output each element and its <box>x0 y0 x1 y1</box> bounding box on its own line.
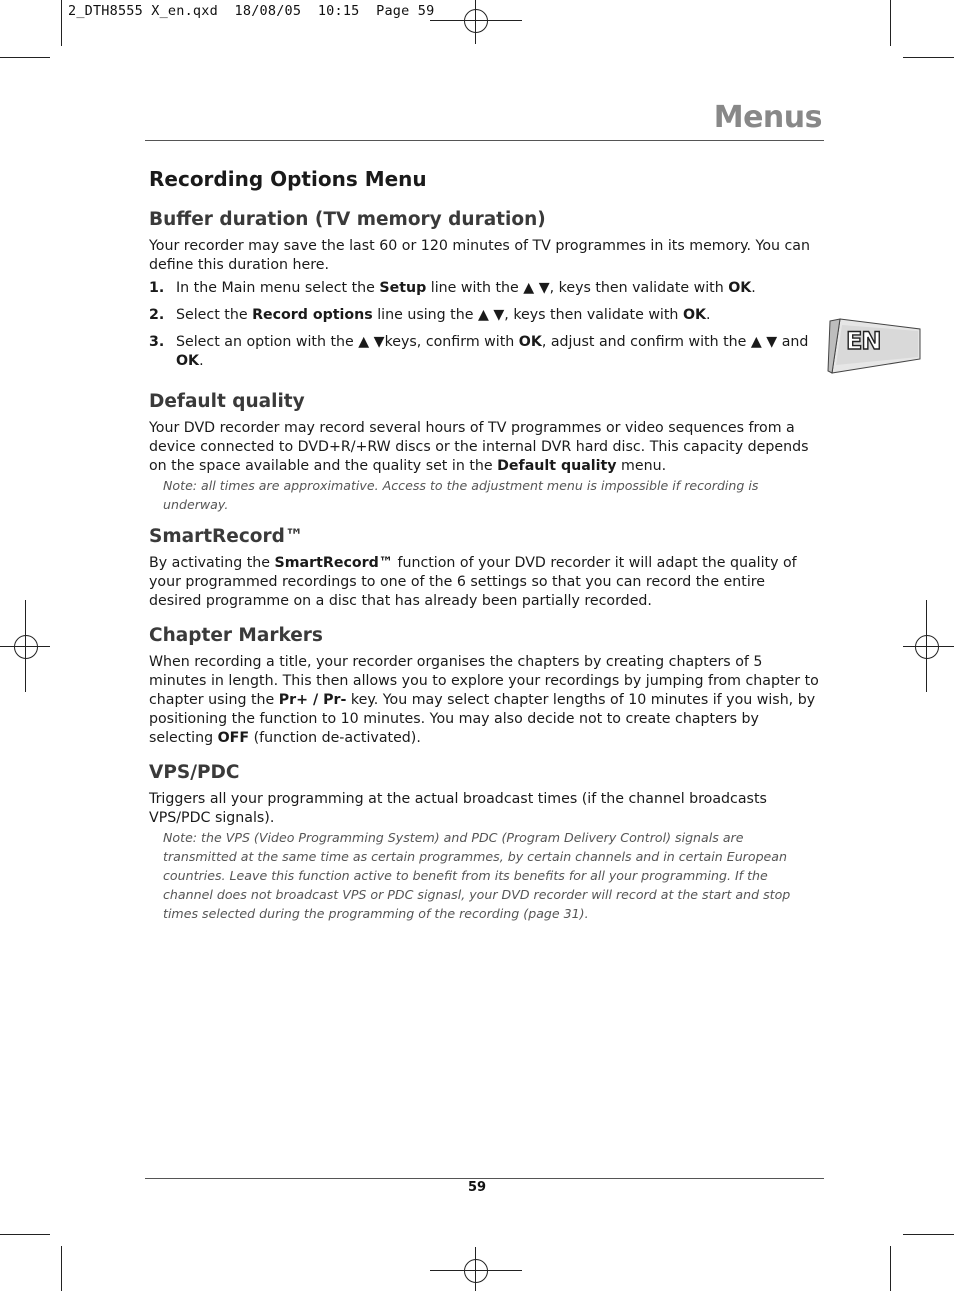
vps-pdc-heading: VPS/PDC <box>149 762 240 783</box>
paragraph-keyword: SmartRecord™ <box>274 555 393 571</box>
header-rule <box>145 140 824 141</box>
step-item <box>149 306 821 325</box>
step-text: line with the ▲ ▼, keys then validate with <box>426 280 729 296</box>
paragraph-text: key. You may select chapter lengths of 10 minutes if you wish, by positioning the function to 10 minutes. You may also decide not to create chapters by selecting <box>149 692 816 746</box>
paragraph-text: (function de-activated). <box>249 730 421 746</box>
default-quality-heading: Default quality <box>149 391 305 412</box>
paragraph-keyword: OFF <box>217 730 250 746</box>
buffer-heading: Buffer duration (TV memory duration) <box>149 209 546 230</box>
default-quality-text <box>149 419 821 476</box>
chapter-markers-heading: Chapter Markers <box>149 625 323 646</box>
step-number: 3. <box>149 334 165 350</box>
paragraph-text: function of your DVD recorder it will adapt the quality of your programmed recordings to one of the 6 settings so that you can record the entire desired programme on a disc that has already been partially recorded. <box>149 555 797 609</box>
buffer-steps <box>149 279 821 371</box>
step-item <box>149 279 821 298</box>
section-title: Recording Options Menu <box>149 167 427 191</box>
default-quality-note: Note: all times are approximative. Access to the adjustment menu is impossible if recording is underway. <box>163 478 759 512</box>
step-number: 2. <box>149 307 165 323</box>
step-keyword: OK <box>176 353 200 369</box>
print-slug: 2_DTH8555 X_en.qxd 18/08/05 10:15 Page 59 <box>68 3 435 19</box>
buffer-intro: Your recorder may save the last 60 or 120 minutes of TV programmes in its memory. You can define this duration here. <box>149 238 810 273</box>
step-keyword: OK <box>682 307 706 323</box>
step-item <box>149 333 821 371</box>
step-keyword: OK <box>518 334 542 350</box>
paragraph-keyword: Pr+ / Pr- <box>278 692 347 708</box>
paragraph-text: By activating the <box>149 555 275 571</box>
smartrecord-heading: SmartRecord™ <box>149 526 304 547</box>
vps-pdc-text: Triggers all your programming at the actual broadcast times (if the channel broadcasts VPS/PDC signals). <box>149 791 767 826</box>
step-text: In the Main menu select the <box>176 280 380 296</box>
page-number: 59 <box>467 1180 487 1195</box>
paragraph-text: When recording a title, your recorder organises the chapters by creating chapters of 5 minutes in length. This then allows you to explore your recordings by jumping from chapter to chapter using the <box>149 654 819 708</box>
step-text: Select an option with the ▲ ▼keys, confirm with <box>176 334 519 350</box>
footer-rule <box>145 1178 824 1179</box>
chapter-markers-text <box>149 653 821 748</box>
smartrecord-text <box>149 554 821 611</box>
step-keyword: Record options <box>252 307 373 323</box>
step-keyword: Setup <box>379 280 427 296</box>
page-title: Menus <box>713 100 822 135</box>
language-tab-label: EN <box>846 327 881 355</box>
step-keyword: OK <box>728 280 752 296</box>
paragraph-text: menu. <box>616 458 667 474</box>
step-text: line using the ▲ ▼, keys then validate with <box>372 307 683 323</box>
paragraph-text: Your DVD recorder may record several hours of TV programmes or video sequences from a device connected to DVD+R/+RW discs or the internal DVR hard disc. This capacity depends on the space available and the quality set in the <box>149 420 809 474</box>
main-content <box>149 165 821 923</box>
step-text: Select the <box>176 307 253 323</box>
step-text: , adjust and confirm with the ▲ ▼ and <box>541 334 809 350</box>
vps-pdc-note: Note: the VPS (Video Programming System) and PDC (Program Delivery Control) signals are transmitted at the same time as certain programmes, by certain channels and in certain European countries. Leave this function active to benefit from its benefits for all your programming. If the channel does not broadcast VPS or PDC signasl, your DVD recorder will record at the start and stop times selected during the programming of the recording (page 31). <box>163 830 791 921</box>
step-text: . <box>706 307 711 323</box>
step-text: . <box>199 353 204 369</box>
step-number: 1. <box>149 280 165 296</box>
paragraph-keyword: Default quality <box>497 458 617 474</box>
step-text: . <box>751 280 756 296</box>
